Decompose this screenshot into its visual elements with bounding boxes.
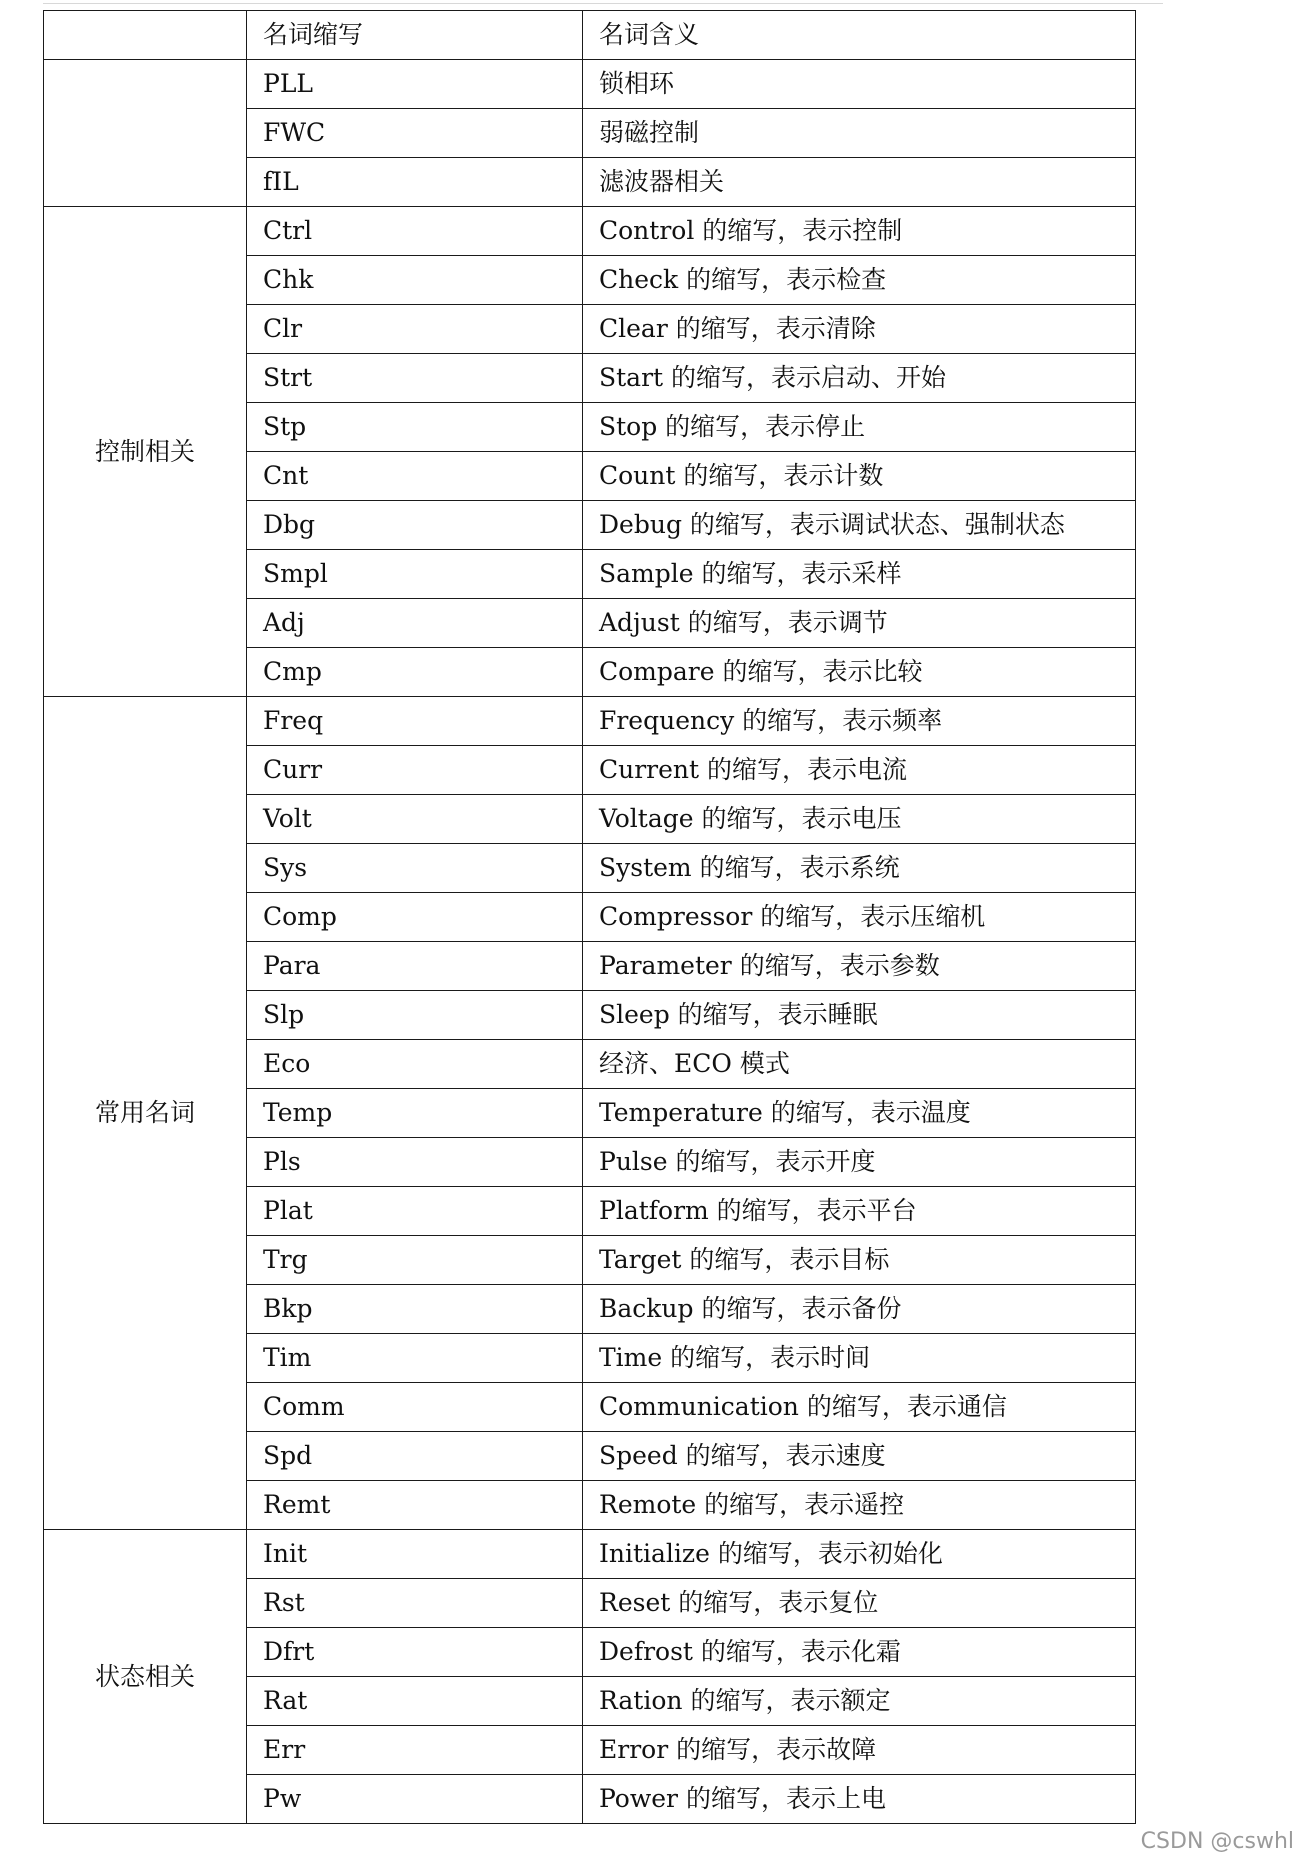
meaning-cell: Control 的缩写，表示控制 — [583, 207, 1136, 256]
meaning-cell: Sample 的缩写，表示采样 — [583, 550, 1136, 599]
category-cell — [44, 60, 247, 207]
header-meaning-cell: 名词含义 — [583, 11, 1136, 60]
abbr-cell: Pls — [247, 1138, 583, 1187]
category-cell: 常用名词 — [44, 697, 247, 1530]
meaning-cell: Defrost 的缩写，表示化霜 — [583, 1628, 1136, 1677]
meaning-cell: 锁相环 — [583, 60, 1136, 109]
meaning-cell: Temperature 的缩写，表示温度 — [583, 1089, 1136, 1138]
abbr-cell: Adj — [247, 599, 583, 648]
abbr-cell: Spd — [247, 1432, 583, 1481]
header-abbr-cell: 名词缩写 — [247, 11, 583, 60]
abbr-cell: Tim — [247, 1334, 583, 1383]
abbr-cell: Chk — [247, 256, 583, 305]
meaning-cell: 滤波器相关 — [583, 158, 1136, 207]
abbr-cell: fIL — [247, 158, 583, 207]
abbr-cell: Comm — [247, 1383, 583, 1432]
abbr-cell: Ctrl — [247, 207, 583, 256]
meaning-cell: Parameter 的缩写，表示参数 — [583, 942, 1136, 991]
table-row — [44, 207, 1136, 256]
abbr-cell: Eco — [247, 1040, 583, 1089]
abbr-cell: Volt — [247, 795, 583, 844]
table-body — [44, 11, 1136, 1824]
abbr-cell: Comp — [247, 893, 583, 942]
abbr-cell: Plat — [247, 1187, 583, 1236]
meaning-cell: Check 的缩写，表示检查 — [583, 256, 1136, 305]
meaning-cell: Count 的缩写，表示计数 — [583, 452, 1136, 501]
meaning-cell: Compressor 的缩写，表示压缩机 — [583, 893, 1136, 942]
meaning-cell: Initialize 的缩写，表示初始化 — [583, 1530, 1136, 1579]
abbr-cell: Stp — [247, 403, 583, 452]
abbr-cell: Temp — [247, 1089, 583, 1138]
abbr-cell: Cmp — [247, 648, 583, 697]
meaning-cell: 弱磁控制 — [583, 109, 1136, 158]
abbr-cell: Pw — [247, 1775, 583, 1824]
meaning-cell: Error 的缩写，表示故障 — [583, 1726, 1136, 1775]
abbr-cell: Curr — [247, 746, 583, 795]
abbr-cell: Sys — [247, 844, 583, 893]
abbr-cell: Freq — [247, 697, 583, 746]
abbr-cell: FWC — [247, 109, 583, 158]
abbreviation-table — [43, 10, 1136, 1824]
meaning-cell: Current 的缩写，表示电流 — [583, 746, 1136, 795]
abbr-cell: Cnt — [247, 452, 583, 501]
header-category-cell — [44, 11, 247, 60]
abbr-cell: Init — [247, 1530, 583, 1579]
abbr-cell: PLL — [247, 60, 583, 109]
meaning-cell: Ration 的缩写，表示额定 — [583, 1677, 1136, 1726]
page-top-rule — [43, 3, 1163, 4]
abbr-cell: Slp — [247, 991, 583, 1040]
abbr-cell: Para — [247, 942, 583, 991]
meaning-cell: Start 的缩写，表示启动、开始 — [583, 354, 1136, 403]
meaning-cell: Pulse 的缩写，表示开度 — [583, 1138, 1136, 1187]
table-row — [44, 697, 1136, 746]
meaning-cell: System 的缩写，表示系统 — [583, 844, 1136, 893]
meaning-cell: Platform 的缩写，表示平台 — [583, 1187, 1136, 1236]
abbr-cell: Clr — [247, 305, 583, 354]
table-row — [44, 1530, 1136, 1579]
abbr-cell: Strt — [247, 354, 583, 403]
meaning-cell: Sleep 的缩写，表示睡眠 — [583, 991, 1136, 1040]
abbr-cell: Smpl — [247, 550, 583, 599]
abbr-cell: Dfrt — [247, 1628, 583, 1677]
table-row — [44, 60, 1136, 109]
meaning-cell: Communication 的缩写，表示通信 — [583, 1383, 1136, 1432]
meaning-cell: 经济、ECO 模式 — [583, 1040, 1136, 1089]
category-cell: 控制相关 — [44, 207, 247, 697]
abbr-cell: Rat — [247, 1677, 583, 1726]
header-row — [44, 11, 1136, 60]
meaning-cell: Frequency 的缩写，表示频率 — [583, 697, 1136, 746]
meaning-cell: Power 的缩写，表示上电 — [583, 1775, 1136, 1824]
abbr-cell: Trg — [247, 1236, 583, 1285]
meaning-cell: Stop 的缩写，表示停止 — [583, 403, 1136, 452]
meaning-cell: Voltage 的缩写，表示电压 — [583, 795, 1136, 844]
meaning-cell: Speed 的缩写，表示速度 — [583, 1432, 1136, 1481]
meaning-cell: Backup 的缩写，表示备份 — [583, 1285, 1136, 1334]
meaning-cell: Debug 的缩写，表示调试状态、强制状态 — [583, 501, 1136, 550]
meaning-cell: Reset 的缩写，表示复位 — [583, 1579, 1136, 1628]
abbr-cell: Bkp — [247, 1285, 583, 1334]
meaning-cell: Clear 的缩写，表示清除 — [583, 305, 1136, 354]
watermark: CSDN @cswhl — [1140, 1829, 1294, 1854]
meaning-cell: Remote 的缩写，表示遥控 — [583, 1481, 1136, 1530]
meaning-cell: Compare 的缩写，表示比较 — [583, 648, 1136, 697]
meaning-cell: Adjust 的缩写，表示调节 — [583, 599, 1136, 648]
abbr-cell: Dbg — [247, 501, 583, 550]
abbr-cell: Err — [247, 1726, 583, 1775]
category-cell: 状态相关 — [44, 1530, 247, 1824]
meaning-cell: Target 的缩写，表示目标 — [583, 1236, 1136, 1285]
meaning-cell: Time 的缩写，表示时间 — [583, 1334, 1136, 1383]
abbr-cell: Rst — [247, 1579, 583, 1628]
abbr-cell: Remt — [247, 1481, 583, 1530]
